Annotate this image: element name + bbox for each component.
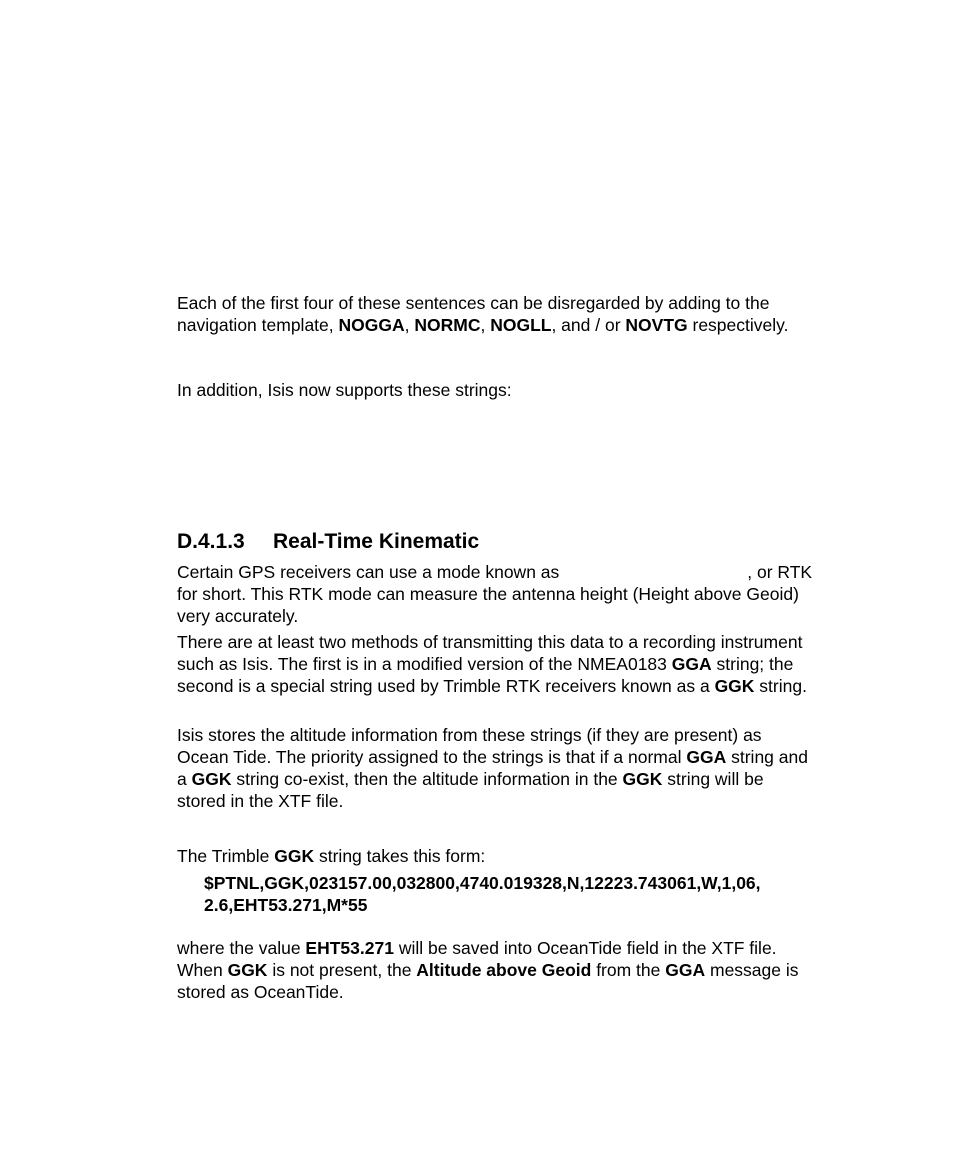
text-run: will be saved into OceanTide field in the XTF file. When xyxy=(177,938,777,980)
rtk-paragraph-3 xyxy=(177,724,817,812)
bold-ggk: GGK xyxy=(714,676,755,696)
text-run: string will be stored in the XTF file. xyxy=(177,769,764,811)
text-run: where the value xyxy=(177,938,306,958)
text-run: string. xyxy=(754,676,807,696)
bold-ggk: GGK xyxy=(274,846,315,866)
rtk-paragraph-4 xyxy=(177,845,817,867)
rtk-paragraph-5 xyxy=(177,937,817,1003)
bold-normc: NORMC xyxy=(414,315,481,335)
text-run: , or RTK for short. This RTK mode can measure the antenna height (Height above Geoid) very accurately. xyxy=(177,562,813,626)
text-run: Certain GPS receivers can use a mode known as xyxy=(177,562,560,582)
bold-ggk: GGK xyxy=(191,769,232,789)
text-run: Isis stores the altitude information from these strings (if they are present) as Ocean Tide. The priority assigned to the strings is that if a normal xyxy=(177,725,762,767)
text-run: string; the second is a special string used by Trimble RTK receivers known as a xyxy=(177,654,794,696)
bold-ggk: GGK xyxy=(227,960,268,980)
text-run: respectively. xyxy=(687,315,789,335)
text-run: string co-exist, then the altitude information in the xyxy=(231,769,623,789)
section-title: Real-Time Kinematic xyxy=(273,530,480,553)
bold-ggk: GGK xyxy=(622,769,663,789)
bold-gga: GGA xyxy=(665,960,706,980)
text-run: , and / or xyxy=(551,315,626,335)
rtk-paragraph-2 xyxy=(177,631,817,697)
text-run: message is stored as OceanTide. xyxy=(177,960,799,1002)
text-run: , xyxy=(480,315,491,335)
document-page xyxy=(177,0,817,1159)
text-run: from the xyxy=(591,960,666,980)
code-line-1: $PTNL,GGK,023157.00,032800,4740.019328,N,12223.743061,W,1,06, xyxy=(204,873,761,893)
text-run: , xyxy=(404,315,415,335)
intro-paragraph-2: In addition, Isis now supports these strings: xyxy=(177,380,512,400)
bold-gga: GGA xyxy=(686,747,727,767)
bold-eht-value: EHT53.271 xyxy=(305,938,394,958)
bold-nogll: NOGLL xyxy=(490,315,552,335)
ggk-code-example xyxy=(204,872,824,916)
text-run: The Trimble xyxy=(177,846,275,866)
text-run: Each of the first four of these sentences can be disregarded by adding to the navigation template, xyxy=(177,293,770,335)
bold-gga: GGA xyxy=(671,654,712,674)
section-number: D.4.1.3 xyxy=(177,530,245,553)
section-heading xyxy=(177,529,479,555)
intro-paragraph-1 xyxy=(177,292,817,336)
rtk-paragraph-1 xyxy=(177,561,817,627)
text-run: string takes this form: xyxy=(314,846,486,866)
text-run: string and a xyxy=(177,747,808,789)
text-run: is not present, the xyxy=(267,960,417,980)
text-run: There are at least two methods of transmitting this data to a recording instrument such as Isis. The first is in a modified version of the NMEA0183 xyxy=(177,632,803,674)
bold-novtg: NOVTG xyxy=(625,315,688,335)
code-line-2: 2.6,EHT53.271,M*55 xyxy=(204,895,368,915)
bold-nogga: NOGGA xyxy=(338,315,405,335)
bold-altitude-above-geoid: Altitude above Geoid xyxy=(416,960,592,980)
